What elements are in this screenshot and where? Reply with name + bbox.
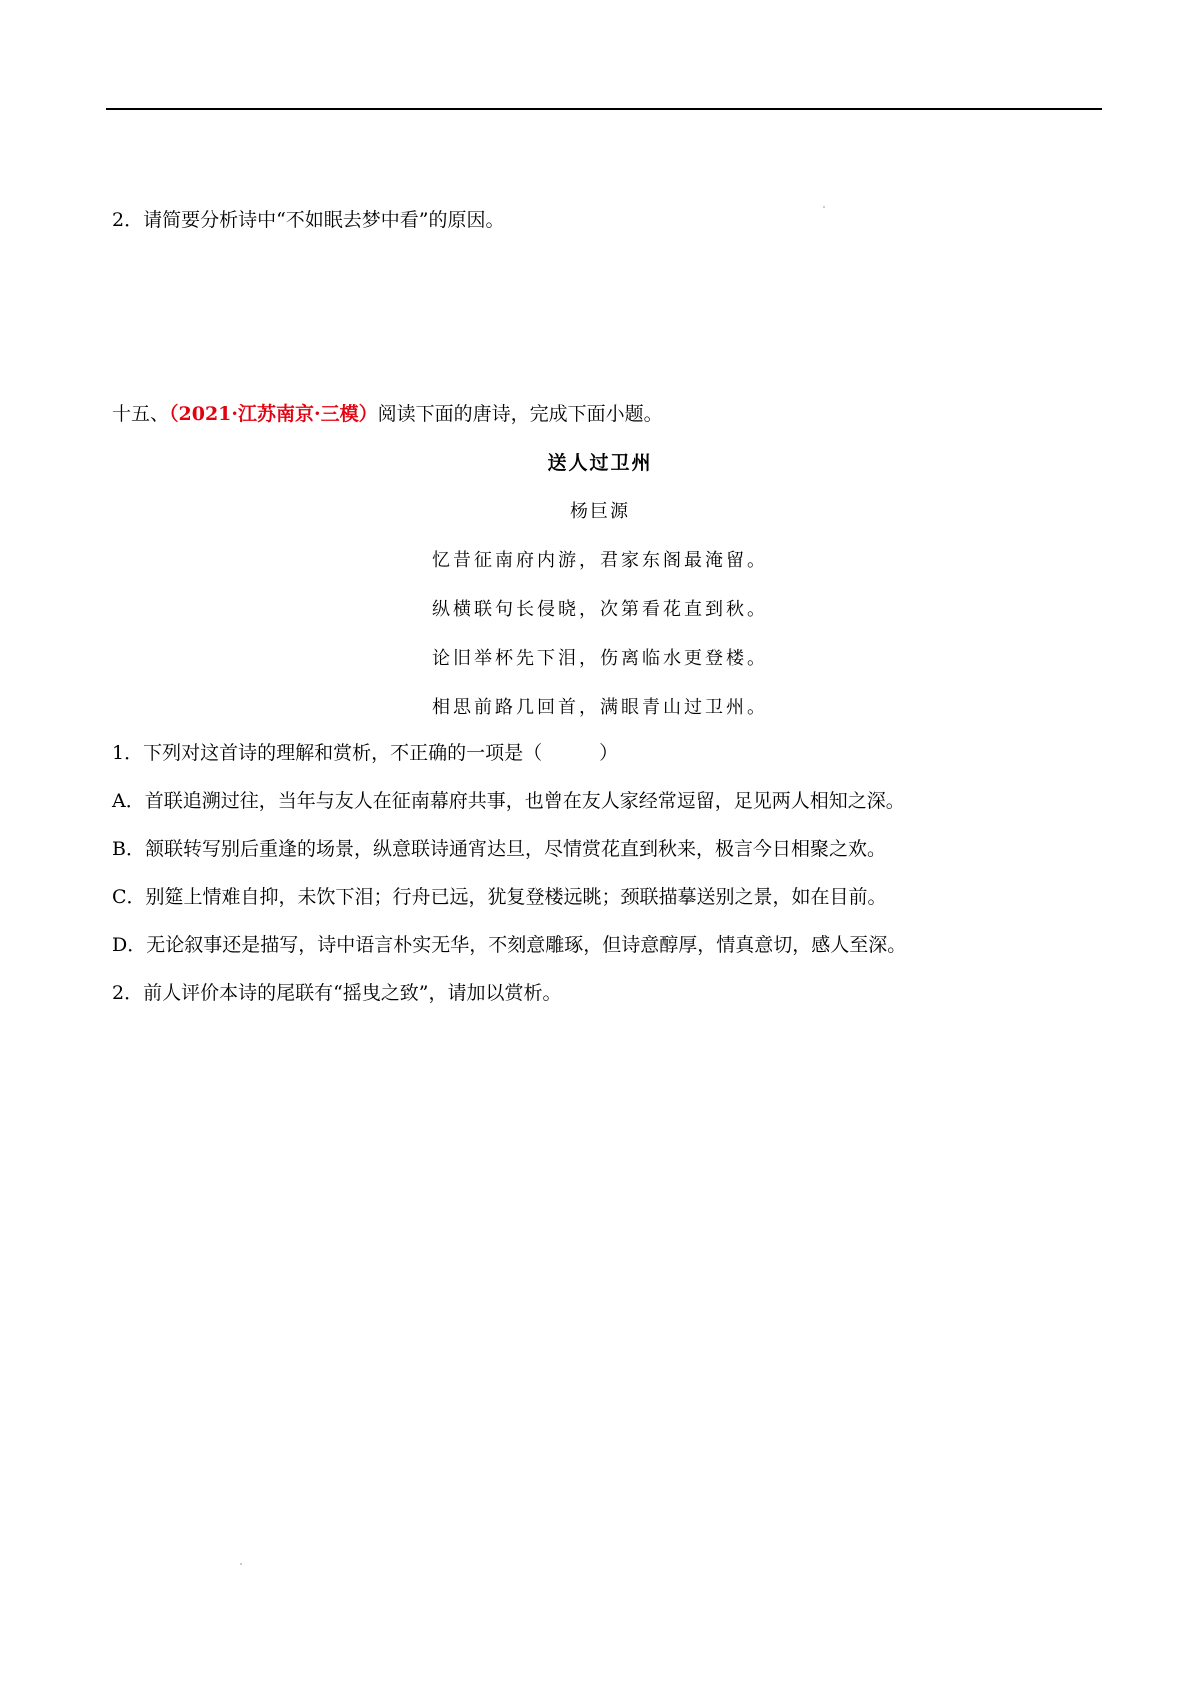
poem-line: 论旧举杯先下泪，伤离临水更登楼。	[432, 648, 768, 669]
poem-line: 相思前路几回首，满眼青山过卫州。	[432, 697, 768, 718]
section-source: （2021·江苏南京·三模）	[169, 403, 378, 425]
section-instruction: 阅读下面的唐诗，完成下面小题。	[377, 403, 663, 425]
poem-title: 送人过卫州	[547, 452, 653, 474]
question-1-stem: 1．下列对这首诗的理解和赏析，不正确的一项是（ ）	[112, 742, 619, 764]
poem-line: 纵横联句长侵晓，次第看花直到秋。	[432, 599, 768, 620]
section-heading	[112, 401, 663, 427]
poem-author: 杨巨源	[570, 501, 630, 522]
question-2: 2．前人评价本诗的尾联有“摇曳之致”，请加以赏析。	[112, 982, 562, 1004]
option-a: A．首联追溯过往，当年与友人在征南幕府共事，也曾在友人家经常逗留，足见两人相知之深。	[112, 790, 905, 812]
poem-line: 忆昔征南府内游，君家东阁最淹留。	[432, 550, 768, 571]
stray-dot	[240, 1563, 242, 1565]
option-d: D．无论叙事还是描写，诗中语言朴实无华，不刻意雕琢，但诗意醇厚，情真意切，感人至深。	[112, 934, 907, 956]
header-rule	[106, 108, 1102, 110]
stray-dot	[823, 206, 825, 208]
option-b: B．颔联转写别后重逢的场景，纵意联诗通宵达旦，尽情赏花直到秋来，极言今日相聚之欢。	[112, 838, 886, 860]
prev-question-2: 2．请简要分析诗中“不如眠去梦中看”的原因。	[112, 209, 505, 231]
option-c: C．别筵上情难自抑，未饮下泪；行舟已远，犹复登楼远眺；颈联描摹送别之景，如在目前。	[112, 886, 887, 908]
section-number: 十五、	[112, 403, 170, 425]
